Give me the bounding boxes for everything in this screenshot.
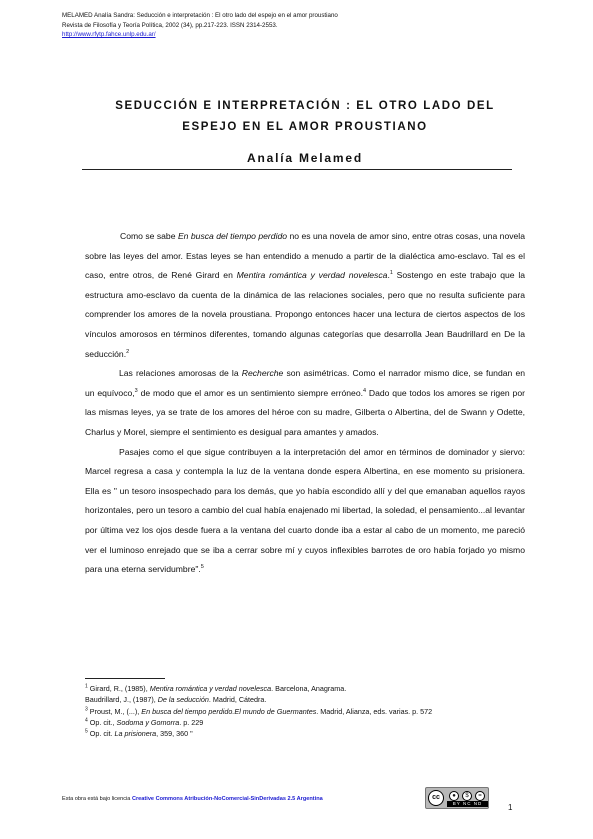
- text-run: son asimétricas. Como el narrador mismo dice, se fundan en un equívoco,: [85, 368, 525, 398]
- footnote-ref[interactable]: 1: [389, 270, 393, 277]
- license-text: Esta obra está bajo licencia: [62, 796, 132, 802]
- footnote-ref[interactable]: 4: [363, 387, 367, 394]
- cc-logo-icon: cc: [428, 790, 444, 806]
- book-title: De la seducción: [157, 695, 209, 705]
- text-run: . p. 229: [179, 717, 204, 727]
- citation-line-2: Revista de Filosofía y Teoría Política, 2002 (34), pp.217-223. ISSN 2314-2553.: [62, 21, 278, 29]
- book-title: Mentira romántica y verdad novelesca: [149, 684, 272, 693]
- page-number: 1: [508, 803, 513, 812]
- text-run: Las relaciones amorosas de la: [119, 368, 242, 379]
- book-title: En busca del tiempo perdido.El mundo de Guermantes: [141, 706, 317, 716]
- book-title: La prisionera: [114, 729, 157, 739]
- article-title-line-1: SEDUCCIÓN E INTERPRETACIÓN : EL OTRO LADO DEL: [115, 100, 495, 112]
- footnote-1: [85, 683, 525, 694]
- text-run: Pasajes como el que sigue contribuyen a la interpretación del amor en términos de dominador y siervo: Marcel regresa a casa y contempla la luz de la ventana donde espera Albertina, en ese momento su prisionera. Ella es " un tesoro insospechado para los demás, que yo había escondido allí y del que emanaban aquellos rayos horizontales, pero un tesoro a cambio del cual había enajenado mi libertad, la soledad, el pensamiento...al levantar por última vez los ojos desde fuera a la ventana del cuarto donde iba a estar al cabo de un momento, me pareció ver el luminoso enrejado que se iba a cerrar sobre mí y cuyos inflexibles barrotes de oro había forjado yo mismo para una eterna servidumbre".: [85, 446, 525, 575]
- paragraph-3: [85, 443, 525, 580]
- text-run: . Madrid, Cátedra.: [208, 695, 267, 705]
- text-run: de modo que el amor es un sentimiento siempre erróneo.: [137, 387, 363, 398]
- license-link[interactable]: Creative Commons Atribución-NoComercial-SinDerivadas 2.5 Argentina: [131, 796, 323, 802]
- text-run: Como se sabe: [120, 231, 178, 241]
- equals-icon: =: [475, 791, 485, 801]
- book-title: Sodoma y Gomorra: [116, 717, 180, 727]
- book-title: En busca del tiempo perdido: [177, 231, 288, 241]
- text-run: Op. cit.,: [87, 717, 117, 727]
- footnote-2: [85, 694, 525, 705]
- paragraph-2: [85, 364, 525, 442]
- footnote-number: 3: [85, 706, 88, 713]
- license-strip-label: BY NC ND: [447, 801, 488, 807]
- footnote-3: [85, 706, 525, 717]
- citation-line-1: MELAMED Analía Sandra: Seducción e interpretación : El otro lado del espejo en el amor proustiano: [62, 12, 338, 19]
- footnote-ref[interactable]: 2: [126, 348, 130, 355]
- text-run: . Barcelona, Anagrama.: [271, 684, 347, 693]
- author-divider: [82, 169, 512, 170]
- no-dollar-icon: $: [462, 791, 472, 801]
- text-run: no es una novela de amor sino, entre otras cosas, una novela sobre las leyes del amor. Estas leyes se han entendido a menudo a partir de la dialéctica amo-esclavo. Tal es el caso, entre otros, de René Girard en: [85, 231, 525, 281]
- text-run: Dado que todos los amores se rigen por las mismas leyes, ya se trate de los amores del héroe con su madre, Gilberta o Albertina, del de Swann y Odette, Charlus y Morel, siempre el sentimiento es desigual para amantes y amados.: [85, 387, 525, 437]
- footnote-4: [85, 717, 525, 728]
- text-run: Baudrillard, J., (1987),: [85, 695, 158, 705]
- article-title-line-2: ESPEJO EN EL AMOR PROUSTIANO: [182, 121, 428, 133]
- footnote-number: 1: [85, 683, 88, 690]
- article-body: [85, 227, 525, 580]
- footnote-number: 4: [85, 717, 88, 724]
- journal-url-link[interactable]: http://www.rfytp.fahce.unlp.edu.ar/: [62, 31, 156, 38]
- footnote-ref[interactable]: 5: [200, 564, 204, 571]
- license-notice: [62, 796, 323, 802]
- footnote-number: 5: [85, 728, 88, 735]
- paragraph-1: [85, 227, 525, 364]
- text-run: Op. cit.: [87, 729, 115, 739]
- footnote-ref[interactable]: 3: [134, 387, 138, 394]
- footnotes: [85, 683, 525, 739]
- text-run: Sostengo en este trabajo que la estructura amo-esclavo da cuenta de la dinámica de las relaciones sociales, pero que no resulta suficiente para comprender los amores de la novela proustiana. Propongo entonces hacer una lectura de ciertos aspectos de los vínculos amorosos en términos diferentes, tomando algunas categorías que desarrolla Jean Baudrillard en De la seducción.: [85, 270, 526, 359]
- footnote-5: [85, 728, 525, 739]
- cc-license-badge[interactable]: [425, 787, 489, 809]
- author-name: Analía Melamed: [247, 151, 363, 165]
- book-title: Recherche: [241, 368, 284, 379]
- text-run: .: [387, 270, 390, 281]
- text-run: Girard, R., (1985),: [87, 684, 150, 693]
- text-run: , 359, 360 ": [156, 729, 193, 739]
- book-title: Mentira romántica y verdad novelesca: [236, 270, 388, 281]
- citation-header: [62, 11, 338, 40]
- footnote-divider: [85, 678, 165, 679]
- text-run: . Madrid, Alianza, eds. varias. p. 572: [316, 706, 433, 716]
- text-run: Proust, M., (...),: [87, 706, 142, 716]
- person-icon: ●: [449, 791, 459, 801]
